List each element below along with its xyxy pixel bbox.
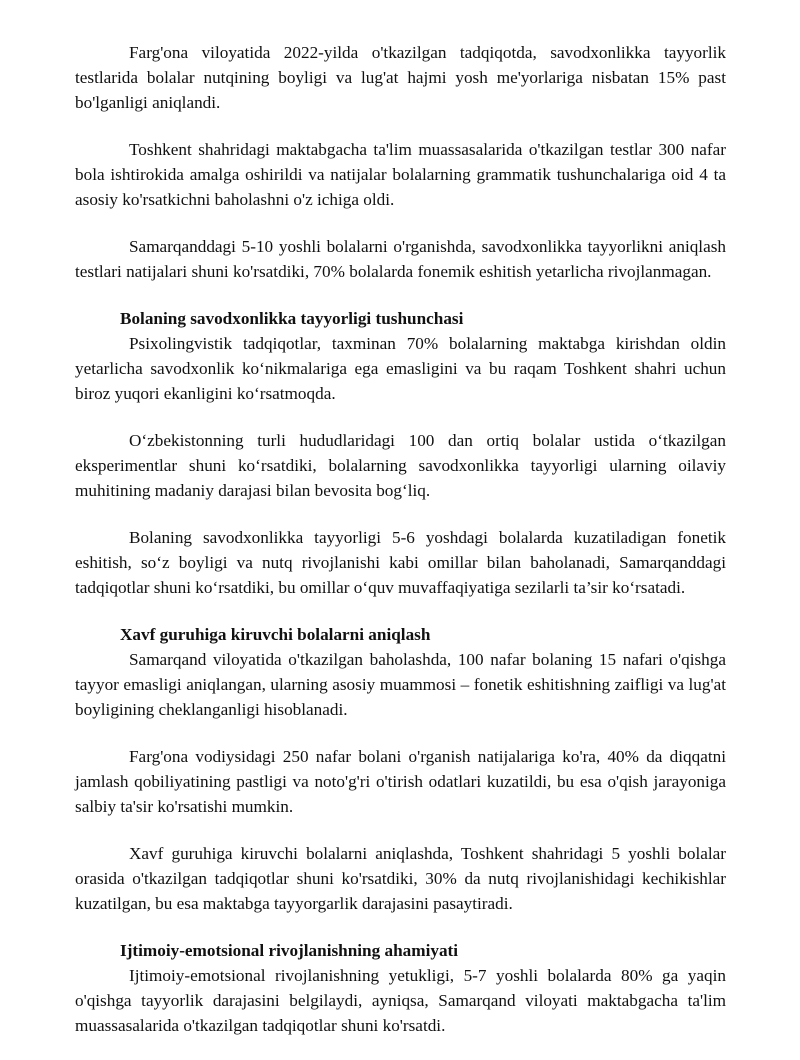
paragraph: Xavf guruhiga kiruvchi bolalarni aniqlashda, Toshkent shahridagi 5 yoshli bolalar orasida o'tkazilgan tadqiqotlar shuni ko'rsatdiki, 30% da nutq rivojlanishidagi kechikishlar kuzatilgan, bu esa maktabga tayyorgarlik darajasini pasaytiradi. [75,844,726,913]
section-heading: Xavf guruhiga kiruvchi bolalarni aniqlash [120,625,431,644]
paragraph: Farg'ona vodiysidagi 250 nafar bolani o'rganish natijalariga ko'ra, 40% da diqqatni jamlash qobiliyatining pastligi va noto'g'ri o'tirish odatlari kuzatildi, bu esa o'qish jarayoniga salbiy ta'sir ko'rsatishi mumkin. [75,747,726,816]
paragraph: Samarqanddagi 5-10 yoshli bolalarni o'rganishda, savodxonlikka tayyorlikni aniqlash testlari natijalari shuni ko'rsatdiki, 70% bolalarda fonemik eshitish yetarlicha rivojlanmagan. [75,237,726,281]
paragraph: Toshkent shahridagi maktabgacha ta'lim muassasalarida o'tkazilgan testlar 300 nafar bola ishtirokida amalga oshirildi va natijalar bolalarning grammatik tushunchalariga oid 4 ta asosiy ko'rsatkichni baholashni o'z ichiga oldi. [75,140,726,209]
intro-block [75,40,726,284]
section-readiness-concept [75,306,726,600]
paragraph: Farg'ona viloyatida 2022-yilda o'tkazilgan tadqiqotda, savodxonlikka tayyorlik testlarida bolalar nutqining boyligi va lug'at hajmi yosh me'yorlariga nisbatan 15% past bo'lganligi aniqlandi. [75,43,726,112]
paragraph: Psixolingvistik tadqiqotlar, taxminan 70% bolalarning maktabga kirishdan oldin yetarlicha savodxonlik ko‘nikmalariga ega emasligini va bu raqam Toshkent shahri uchun biroz yuqori ekanligini ko‘rsatmoqda. [75,334,726,403]
section-risk-group [75,622,726,916]
paragraph: Ijtimoiy-emotsional rivojlanishning yetukligi, 5-7 yoshli bolalarda 80% ga yaqin o'qishga tayyorlik darajasini belgilaydi, ayniqsa, Samarqand viloyati maktabgacha ta'lim muassasalarida o'tkazilgan tadqiqotlar shuni ko'rsatdi. [75,966,726,1035]
paragraph: O‘zbekistonning turli hududlaridagi 100 dan ortiq bolalar ustida o‘tkazilgan eksperimentlar shuni ko‘rsatdiki, bolalarning savodxonlikka tayyorligi ularning oilaviy muhitining madaniy darajasi bilan bevosita bog‘liq. [75,431,726,500]
document-page [75,40,726,1060]
section-heading: Ijtimoiy-emotsional rivojlanishning ahamiyati [120,941,459,960]
section-social-emotional [75,938,726,1038]
section-heading: Bolaning savodxonlikka tayyorligi tushunchasi [120,309,464,328]
paragraph: Samarqand viloyatida o'tkazilgan baholashda, 100 nafar bolaning 15 nafari o'qishga tayyor emasligi aniqlangan, ularning asosiy muammosi – fonetik eshitishning zaifligi va lug'at boyligining cheklanganligi hisoblanadi. [75,650,726,719]
paragraph: Bolaning savodxonlikka tayyorligi 5-6 yoshdagi bolalarda kuzatiladigan fonetik eshitish, so‘z boyligi va nutq rivojlanishi kabi omillar bilan baholanadi, Samarqanddagi tadqiqotlar shuni ko‘rsatdiki, bu omillar o‘quv muvaffaqiyatiga sezilarli ta’sir ko‘rsatadi. [75,528,726,597]
